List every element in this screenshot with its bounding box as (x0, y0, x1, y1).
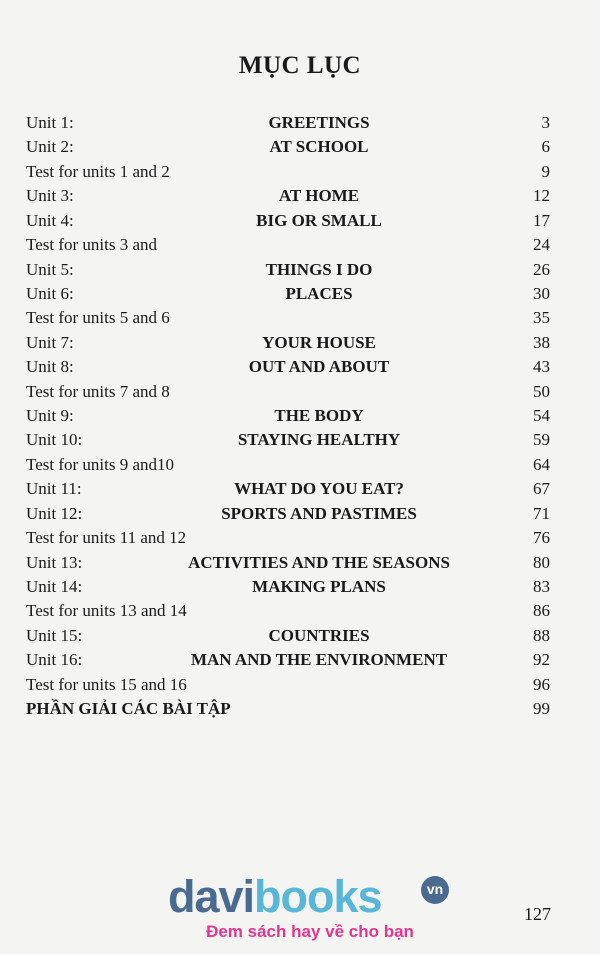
toc-entry-label: Test for units 5 and 6 (26, 308, 170, 328)
toc-entry-label: Unit 12: (26, 503, 83, 523)
toc-entry-page: 6 (541, 137, 550, 157)
toc-entry-label: Unit 13: (26, 552, 83, 572)
logo-tagline: Đem sách hay về cho bạn (206, 922, 414, 941)
toc-entry-page: 54 (533, 406, 550, 426)
toc-row (26, 209, 550, 233)
toc-row (26, 135, 550, 159)
toc-row (26, 673, 550, 697)
toc-entry-label: Test for units 1 and 2 (26, 161, 170, 181)
toc-entry-title: GREETINGS (268, 113, 370, 132)
toc-row (26, 282, 550, 306)
toc-entry-label: Test for units 3 and (26, 235, 158, 255)
toc-row (26, 428, 550, 452)
toc-entry-page: 3 (541, 113, 550, 132)
toc-entry-title: AT HOME (278, 186, 360, 206)
toc-entry-title: MAN AND THE ENVIRONMENT (190, 650, 448, 670)
table-of-contents (26, 111, 550, 722)
toc-entry-title: PLACES (285, 283, 353, 303)
toc-entry-title: COUNTRIES (268, 625, 370, 645)
toc-row (26, 526, 550, 550)
toc-entry-title: BIG OR SMALL (256, 210, 382, 230)
toc-entry-label: Test for units 7 and 8 (26, 381, 170, 401)
toc-row (26, 233, 550, 257)
toc-entry-page: 96 (533, 674, 550, 694)
toc-row (26, 331, 550, 355)
toc-entry-label: Unit 16: (26, 650, 83, 670)
toc-row (26, 502, 550, 526)
toc-entry-title: OUT AND ABOUT (248, 357, 390, 377)
toc-entry-title: YOUR HOUSE (262, 332, 376, 352)
toc-entry-label: Test for units 13 and 14 (26, 601, 187, 621)
toc-row (26, 111, 550, 135)
toc-row (26, 380, 550, 404)
toc-entry-page: 80 (533, 552, 550, 572)
page-number: 127 (524, 904, 551, 924)
toc-entry-title: ACTIVITIES AND THE SEASONS (188, 552, 450, 572)
toc-entry-title: THINGS I DO (265, 259, 373, 279)
toc-entry-label: Unit 9: (26, 406, 74, 426)
toc-entry-page: 71 (533, 503, 550, 523)
toc-entry-label: Unit 6: (26, 283, 74, 303)
toc-entry-page: 12 (533, 186, 550, 206)
toc-row (26, 624, 550, 648)
toc-row (26, 306, 550, 330)
toc-entry-title: AT SCHOOL (269, 137, 369, 157)
toc-entry-page: 17 (533, 210, 550, 230)
toc-entry-title: THE BODY (274, 406, 364, 426)
toc-row (26, 697, 550, 721)
toc-entry-label: PHẦN GIẢI CÁC BÀI TẬP (26, 699, 231, 719)
toc-entry-page: 43 (533, 357, 550, 377)
toc-entry-label: Unit 1: (26, 113, 74, 132)
toc-row (26, 160, 550, 184)
toc-entry-page: 86 (533, 601, 550, 621)
toc-entry-page: 76 (533, 528, 550, 548)
logo-part-davi: davi (168, 871, 255, 922)
toc-row (26, 599, 550, 623)
toc-entry-page: 26 (533, 259, 550, 279)
logo-part-books: books (254, 871, 382, 922)
toc-entry-label: Unit 4: (26, 210, 74, 230)
toc-row (26, 404, 550, 428)
toc-entry-page: 59 (533, 430, 550, 450)
toc-entry-label: Test for units 9 and10 (26, 454, 175, 474)
page-title: MỤC LỤC (238, 52, 362, 79)
toc-entry-title: STAYING HEALTHY (237, 430, 401, 450)
toc-entry-page: 30 (533, 283, 550, 303)
toc-entry-label: Unit 11: (26, 479, 82, 499)
toc-entry-page: 50 (533, 381, 550, 401)
toc-row (26, 453, 550, 477)
toc-row (26, 258, 550, 282)
toc-row (26, 184, 550, 208)
toc-entry-title: WHAT DO YOU EAT? (234, 479, 404, 499)
toc-entry-page: 9 (541, 161, 550, 181)
toc-entry-page: 64 (533, 454, 550, 474)
toc-entry-page: 24 (533, 235, 550, 255)
toc-entry-label: Test for units 11 and 12 (26, 528, 187, 548)
toc-entry-page: 38 (533, 332, 550, 352)
davibooks-logo (168, 872, 382, 922)
toc-entry-label: Unit 15: (26, 625, 83, 645)
toc-entry-page: 92 (533, 650, 550, 670)
logo-vn-badge: vn (421, 876, 449, 904)
toc-entry-label: Unit 7: (26, 332, 74, 352)
toc-row (26, 477, 550, 501)
toc-entry-label: Unit 2: (26, 137, 74, 157)
toc-entry-title: MAKING PLANS (252, 577, 386, 597)
toc-entry-page: 99 (533, 699, 550, 719)
toc-entry-page: 35 (533, 308, 550, 328)
toc-entry-page: 88 (533, 625, 550, 645)
toc-row (26, 648, 550, 672)
toc-entry-label: Unit 14: (26, 577, 83, 597)
toc-row (26, 355, 550, 379)
toc-entry-label: Unit 3: (26, 186, 74, 206)
toc-entry-label: Unit 8: (26, 357, 74, 377)
toc-entry-title: SPORTS AND PASTIMES (221, 503, 417, 523)
toc-entry-page: 83 (533, 577, 550, 597)
toc-entry-label: Test for units 15 and 16 (26, 674, 187, 694)
toc-entry-label: Unit 10: (26, 430, 83, 450)
toc-row (26, 575, 550, 599)
toc-entry-page: 67 (533, 479, 550, 499)
toc-row (26, 551, 550, 575)
toc-entry-label: Unit 5: (26, 259, 74, 279)
